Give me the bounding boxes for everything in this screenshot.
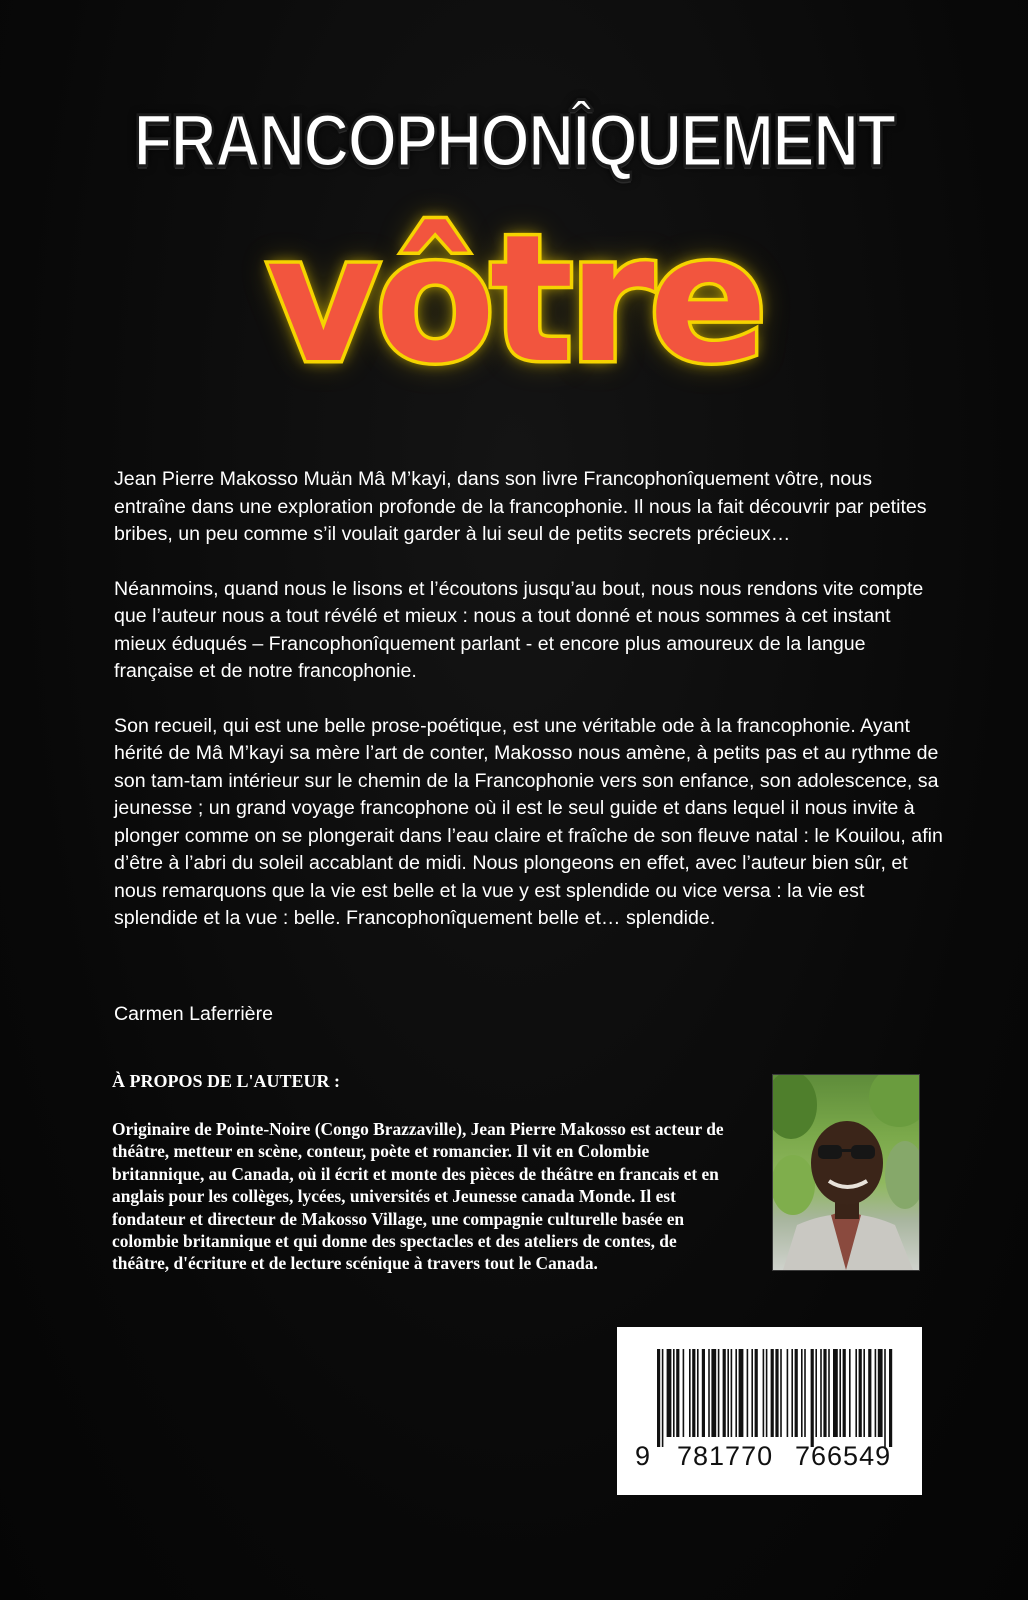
- barcode-bar: [747, 1349, 749, 1437]
- barcode-bar: [723, 1349, 726, 1437]
- barcode-bar: [828, 1349, 830, 1437]
- barcode-bar: [823, 1349, 826, 1437]
- barcode-bar: [739, 1349, 744, 1437]
- about-text: Originaire de Pointe-Noire (Congo Brazzaville), Jean Pierre Makosso est acteur de théâtre, metteur en scène, conteur, poète et romancier. Il vit en Colombie britannique, au Canada, où il écrit et monte des pièces de théâtre en francais et en anglais pour les collèges, lycées, universités et Jeunesse canada Monde. Il est fondateur et directeur de Makosso Village, une compagnie culturelle basée en colombie britannique et qui donne des spectacles et des ateliers de contes, de théâtre, d'écriture et de lecture scénique à travers tout le Canada.: [112, 1119, 724, 1274]
- barcode-bar: [763, 1349, 765, 1437]
- barcode-bar: [711, 1349, 716, 1437]
- barcode-bar: [795, 1349, 798, 1437]
- barcode-bar: [751, 1349, 753, 1437]
- barcode-bar: [718, 1349, 720, 1437]
- barcode: [617, 1327, 922, 1495]
- barcode-bar: [843, 1349, 846, 1437]
- title-main: FRANCOPHONÎQUEMENT: [133, 99, 895, 182]
- barcode-bar: [804, 1349, 806, 1437]
- barcode-bar: [689, 1349, 691, 1437]
- barcode-bar: [708, 1349, 710, 1437]
- barcode-bar: [702, 1349, 705, 1437]
- barcode-bar: [692, 1349, 695, 1437]
- barcode-bar: [815, 1349, 817, 1437]
- barcode-bar: [735, 1349, 737, 1437]
- barcode-bar: [775, 1349, 778, 1437]
- blurb-paragraph-3: Son recueil, qui est une belle prose-poétique, est une véritable ode à la francophonie. Ayant hérité de Mâ M’kayi sa mère l’art de conter, Makosso nous amène, à petits pas et au rythme de son tam-tam intérieur sur le chemin de la Francophonie vers son enfance, son adolescence, sa jeunesse ; un grand voyage francophone où il est le seul guide et dans lequel il nous invite à plonger comme on se plongerait dans l’eau claire et fraîche de son fleuve natal : le Kouilou, afin d’être à l’abri du soleil accablant de midi. Nous plongeons en effet, avec l’auteur bien sûr, et nous remarquons que la vie est belle et la vue y est splendide ou vice versa : la vie est splendide et la vue : belle. Francophonîquement belle et… splendide.: [114, 714, 943, 929]
- barcode-bar: [697, 1349, 699, 1437]
- barcode-bar: [833, 1349, 838, 1437]
- barcode-bar: [859, 1349, 862, 1437]
- barcode-bar: [863, 1349, 865, 1437]
- barcode-bar: [791, 1349, 793, 1437]
- barcode-bar: [884, 1349, 886, 1447]
- barcode-bar: [662, 1349, 664, 1447]
- blurb: [114, 466, 944, 960]
- barcode-bar: [889, 1349, 892, 1447]
- barcode-digits-left: 781770: [677, 1441, 774, 1471]
- barcode-bar: [868, 1349, 871, 1437]
- barcode-bar: [839, 1349, 841, 1437]
- title-sub: vôtre: [266, 197, 762, 402]
- author-photo: [772, 1074, 920, 1271]
- barcode-digit-first: 9: [635, 1441, 652, 1471]
- barcode-bar: [811, 1349, 814, 1447]
- barcode-bar: [787, 1349, 789, 1437]
- barcode-bar: [849, 1349, 851, 1437]
- barcode-bar: [683, 1349, 685, 1437]
- blurb-paragraph-2: Néanmoins, quand nous le lisons et l’écoutons jusqu’au bout, nous nous rendons vite compte que l’auteur nous a tout révélé et mieux : nous a tout donné et nous sommes à cet instant mieux éduqués – Francophonîquement parlant - et encore plus amoureux de la langue française et de notre francophonie.: [114, 577, 924, 682]
- barcode-bars: [617, 1327, 922, 1447]
- barcode-bar: [727, 1349, 729, 1437]
- barcode-digits-right: 766549: [795, 1441, 892, 1471]
- barcode-bar: [673, 1349, 675, 1437]
- barcode-bar: [676, 1349, 679, 1437]
- barcode-bar: [875, 1349, 877, 1437]
- blurb-signature: Carmen Laferrière: [114, 1003, 273, 1025]
- barcode-bar: [878, 1349, 883, 1437]
- blurb-paragraph-1: Jean Pierre Makosso Muän Mâ M’kayi, dans son livre Francophonîquement vôtre, nous entraîne dans une exploration profonde de la francophonie. Il nous la fait découvrir par petites bribes, un peu comme s’il voulait garder à lui seul de petits secrets précieux…: [114, 468, 927, 545]
- barcode-bar: [771, 1349, 774, 1437]
- barcode-bar: [755, 1349, 758, 1437]
- barcode-bar: [801, 1349, 803, 1437]
- barcode-bar: [855, 1349, 857, 1437]
- barcode-bar: [766, 1349, 768, 1437]
- barcode-bar: [780, 1349, 782, 1437]
- barcode-bar: [667, 1349, 672, 1437]
- barcode-bar: [731, 1349, 733, 1437]
- about-heading: À PROPOS DE L'AUTEUR :: [112, 1071, 341, 1091]
- barcode-bar: [657, 1349, 660, 1447]
- barcode-bar: [820, 1349, 822, 1437]
